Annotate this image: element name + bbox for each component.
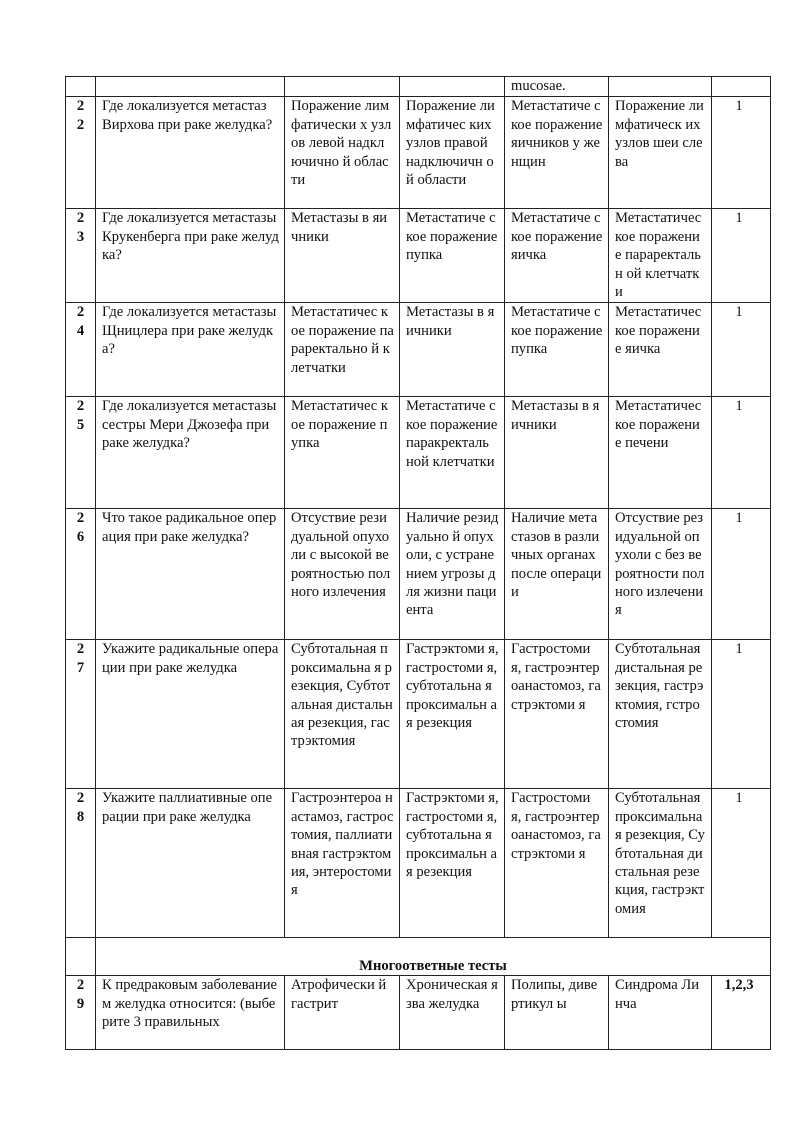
option-a: Отсуствие резидуальной опухоли с высокой вероятностью полного излечения (285, 509, 400, 640)
correct-answer: 1 (712, 789, 771, 938)
table-row (66, 509, 771, 640)
option-b: Метастазы в яичники (400, 303, 505, 397)
option-c: Метастатиче ское поражение яичка (505, 209, 609, 303)
table-row (66, 789, 771, 938)
question-number: 2 5 (66, 397, 96, 509)
cell-option-d (609, 77, 712, 97)
option-a: Метастазы в яичники (285, 209, 400, 303)
table-row (66, 97, 771, 209)
question-text: К предраковым заболеванием желудка относится: (выберите 3 правильных (96, 976, 285, 1050)
option-b: Наличие резидуально й опухоли, с устранением угрозы для жизни пациента (400, 509, 505, 640)
option-c: Полипы, дивертикул ы (505, 976, 609, 1050)
option-c: Наличие метастазов в различных органах после операции (505, 509, 609, 640)
table-row (66, 640, 771, 789)
option-c: Метастазы в яичники (505, 397, 609, 509)
option-a: Гастроэнтероа настамоз, гастростомия, паллиативная гастрэктомия, энтеростомия (285, 789, 400, 938)
option-a: Субтотальная проксимальна я резекция, Субтотальная дистальная резекция, гастрэктомия (285, 640, 400, 789)
question-text: Где локализуется метастазы Крукенберга при раке желудка? (96, 209, 285, 303)
question-number: 2 8 (66, 789, 96, 938)
option-d: Поражение лимфатическ их узлов шеи слева (609, 97, 712, 209)
section-spacer (66, 938, 96, 976)
cell-option-b (400, 77, 505, 97)
table-row (66, 303, 771, 397)
option-d: Синдрома Линча (609, 976, 712, 1050)
option-b: Метастатиче ское поражение пупка (400, 209, 505, 303)
correct-answer: 1 (712, 397, 771, 509)
option-c: Гастростоми я, гастроэнтер оанастомоз, гастрэктоми я (505, 640, 609, 789)
cell-option-c: mucosae. (505, 77, 609, 97)
section-header-row (66, 938, 771, 976)
option-a: Атрофически й гастрит (285, 976, 400, 1050)
option-d: Субтотальная проксимальна я резекция, Субтотальная дистальная резекция, гастрэктомия (609, 789, 712, 938)
option-c: Метастатиче ское поражение пупка (505, 303, 609, 397)
question-number: 2 9 (66, 976, 96, 1050)
correct-answer: 1 (712, 640, 771, 789)
option-a: Поражение лимфатически х узлов левой надключично й области (285, 97, 400, 209)
correct-answer: 1 (712, 509, 771, 640)
question-text: Где локализуется метастазы сестры Мери Джозефа при раке желудка? (96, 397, 285, 509)
question-text: Укажите паллиативные операции при раке желудка (96, 789, 285, 938)
correct-answer: 1 (712, 209, 771, 303)
table-row (66, 397, 771, 509)
table-row (66, 209, 771, 303)
question-text: Что такое радикальное операция при раке желудка? (96, 509, 285, 640)
option-a: Метастатичес кое поражение пупка (285, 397, 400, 509)
option-d: Отсуствие резидуальной опухоли с без вероятности полного излечения (609, 509, 712, 640)
option-c: Гастростоми я, гастроэнтер оанастомоз, гастрэктоми я (505, 789, 609, 938)
correct-answer: 1 (712, 303, 771, 397)
option-c: Метастатиче ское поражение яичников у женщин (505, 97, 609, 209)
question-text: Где локализуется метастазы Щницлера при раке желудка? (96, 303, 285, 397)
cell-option-a (285, 77, 400, 97)
cell-question (96, 77, 285, 97)
option-b: Метастатиче ское поражение паракректаль ной клетчатки (400, 397, 505, 509)
table-row (66, 77, 771, 97)
option-b: Поражение лимфатичес ких узлов правой надключичн ой области (400, 97, 505, 209)
question-text: Укажите радикальные операции при раке желудка (96, 640, 285, 789)
option-b: Хроническая язва желудка (400, 976, 505, 1050)
option-b: Гастрэктоми я, гастростоми я, субтотальна я проксимальн ая резекция (400, 640, 505, 789)
correct-answer: 1,2,3 (712, 976, 771, 1050)
option-a: Метастатичес кое поражение параректально й клетчатки (285, 303, 400, 397)
option-d: Метастатичес кое поражение яичка (609, 303, 712, 397)
quiz-table (65, 76, 771, 1050)
question-number: 2 3 (66, 209, 96, 303)
correct-answer: 1 (712, 97, 771, 209)
section-title: Многоответные тесты (96, 938, 771, 976)
question-number: 2 4 (66, 303, 96, 397)
question-text: Где локализуется метастаз Вирхова при раке желудка? (96, 97, 285, 209)
cell-num (66, 77, 96, 97)
question-number: 2 2 (66, 97, 96, 209)
question-number: 2 7 (66, 640, 96, 789)
table-row (66, 976, 771, 1050)
option-d: Метастатичес кое поражение печени (609, 397, 712, 509)
option-d: Субтотальная дистальная резекция, гастрэктомия, гстростомия (609, 640, 712, 789)
option-d: Метастатичес кое поражение параректальн ой клетчатки (609, 209, 712, 303)
question-number: 2 6 (66, 509, 96, 640)
option-b: Гастрэктоми я, гастростоми я, субтотальна я проксимальн ая резекция (400, 789, 505, 938)
cell-answer (712, 77, 771, 97)
